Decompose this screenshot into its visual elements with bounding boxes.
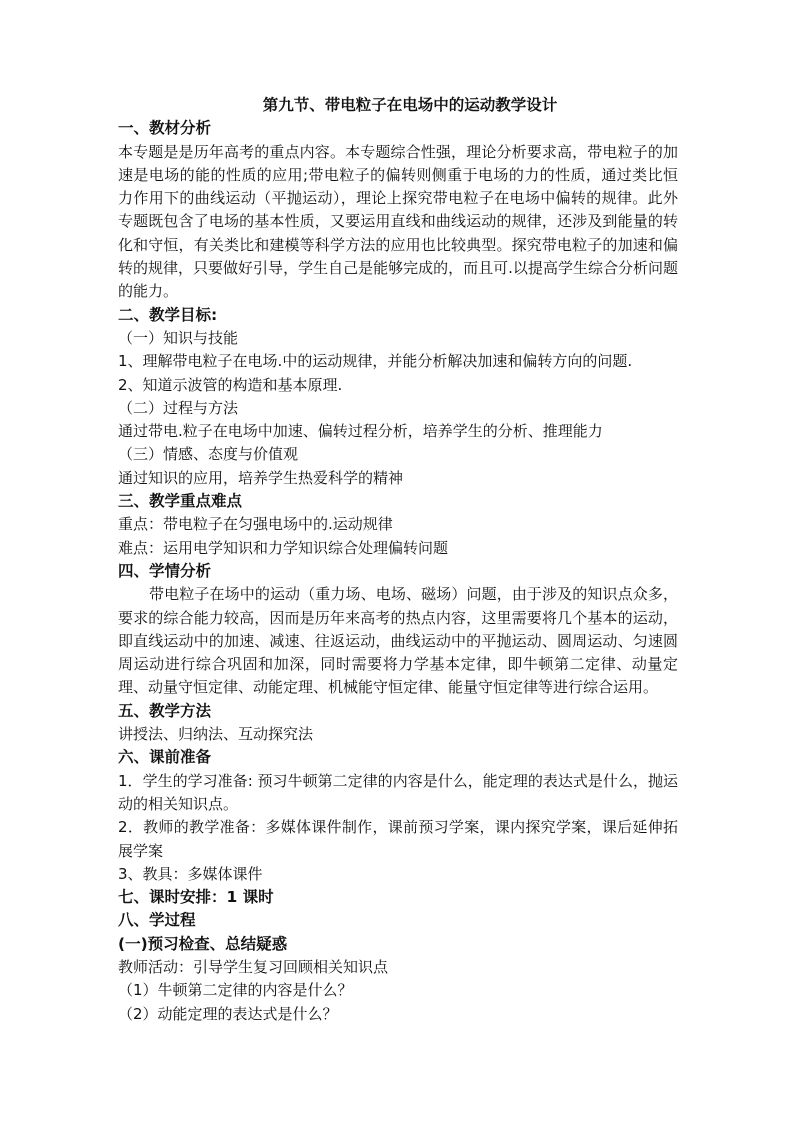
section-heading-key-points: 三、教学重点难点 [118, 492, 243, 511]
learner-analysis-paragraph: 带电粒子在场中的运动（重力场、电场、磁场）问题，由于涉及的知识点众多，要求的综合能力较高，因而是历年来高考的热点内容，这里需要将几个基本的运动，即直线运动中的加速、减速、往返运动，曲线运动中的平抛运动、圆周运动、匀速圆周运动进行综合巩固和加深，同时需要将力学基本定律，即牛顿第二定律、动量定理、动量守恒定律、动能定理、机械能守恒定律、能量守恒定律等进行综合运用。 [118, 585, 678, 697]
teaching-methods-text: 讲授法、归纳法、互动探究法 [118, 725, 314, 744]
review-question-1: （1）牛顿第二定律的内容是什么？ [118, 981, 353, 1000]
section-heading-teaching-objectives: 二、教学目标: [118, 305, 218, 324]
difficulty-text: 难点：运用电学知识和力学知识综合处理偏转问题 [118, 538, 449, 557]
preparation-item-1: 1．学生的学习准备: 预习牛顿第二定律的内容是什么，能定理的表达式是什么，抛运动的相关知识点。 [118, 771, 678, 813]
section-heading-teaching-process: 八、学过程 [118, 911, 196, 930]
objective-item-2: 2、知道示波管的构造和基本原理. [118, 375, 343, 394]
process-teacher-activity: 教师活动：引导学生复习回顾相关知识点 [118, 957, 389, 976]
document-title: 第九节、带电粒子在电场中的运动教学设计 [262, 96, 558, 114]
section-heading-schedule: 七、课时安排：1 课时 [118, 888, 274, 907]
document-page [118, 94, 678, 1026]
section-heading-teaching-methods: 五、教学方法 [118, 701, 212, 720]
preparation-item-3: 3、教具：多媒体课件 [118, 864, 263, 883]
objective-subheading-process: （二）过程与方法 [118, 398, 239, 417]
textbook-analysis-paragraph: 本专题是是历年高考的重点内容。本专题综合性强，理论分析要求高，带电粒子的加速是电场的能的性质的应用;带电粒子的偏转则侧重于电场的力的性质，通过类比恒力作用下的曲线运动（平抛运动），理论上探究带电粒子在电场中偏转的规律。此外专题既包含了电场的基本性质，又要运用直线和曲线运动的规律，还涉及到能量的转化和守恒，有关类比和建模等科学方法的应用也比较典型。探究带电粒子的加速和偏转的规律，只要做好引导，学生自己是能够完成的，而且可.以提高学生综合分析问题的能力。 [118, 142, 678, 301]
process-subheading-preview: (一)预习检查、总结疑惑 [118, 934, 288, 953]
objective-process-text: 通过带电.粒子在电场中加速、偏转过程分析，培养学生的分析、推理能力 [118, 422, 603, 441]
objective-subheading-values: （三）情感、态度与价值观 [118, 445, 299, 464]
objective-values-text: 通过知识的应用，培养学生热爱科学的精神 [118, 468, 404, 487]
key-point-text: 重点：带电粒子在匀强电场中的.运动规律 [118, 515, 393, 534]
objective-item-1: 1、理解带电粒子在电场.中的运动规律，并能分析解决加速和偏转方向的问题. [118, 352, 633, 371]
review-question-2: （2）动能定理的表达式是什么？ [118, 1004, 338, 1023]
section-heading-learner-analysis: 四、学情分析 [118, 561, 212, 580]
objective-subheading-knowledge: （一）知识与技能 [118, 328, 239, 347]
section-heading-textbook-analysis: 一、教材分析 [118, 119, 212, 138]
preparation-item-2: 2．教师的教学准备：多媒体课件制作，课前预习学案，课内探究学案，课后延伸拓展学案 [118, 818, 678, 860]
section-heading-preparation: 六、课前准备 [118, 748, 212, 767]
